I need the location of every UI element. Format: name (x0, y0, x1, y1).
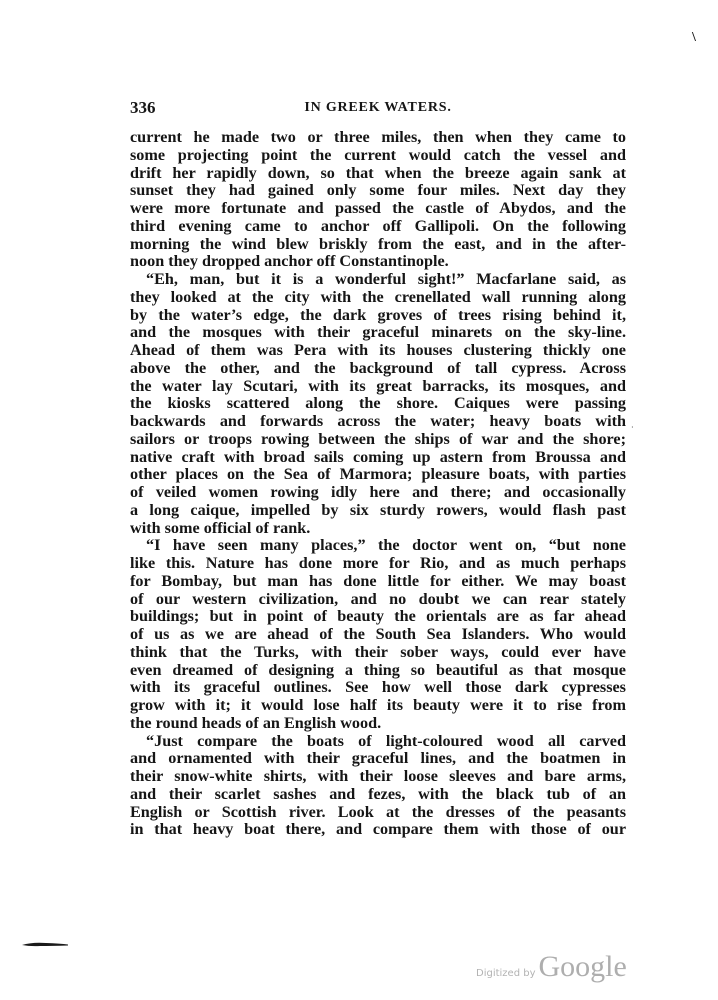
text-line: think that the Turks, with their sober ways, could ever have (130, 642, 626, 661)
text-line: they looked at the city with the crenellated wall running along (130, 287, 626, 306)
text-line: native craft with broad sails coming up astern from Broussa and (130, 447, 626, 466)
text-line: buildings; but in point of beauty the orientals are as far ahead (130, 607, 626, 626)
page-header (130, 98, 626, 122)
text-line: and ornamented with their graceful lines, and the boatmen in (130, 749, 626, 768)
stray-ink-mark: \ (692, 30, 696, 45)
text-line: third evening came to anchor off Gallipoli. On the following (130, 216, 626, 235)
text-line: the round heads of an English wood. (130, 713, 382, 732)
text-line: above the other, and the background of tall cypress. Across (130, 358, 626, 377)
text-line: “Eh, man, but it is a wonderful sight!” Macfarlane said, as (146, 270, 626, 288)
text-line: English or Scottish river. Look at the dresses of the peasants (130, 802, 626, 821)
text-line: grow with it; it would lose half its beauty were it to rise from (130, 696, 626, 714)
text-line: the kiosks scattered along the shore. Caiques were passing (130, 394, 626, 413)
google-logo: Google (538, 950, 627, 983)
text-line: drift her rapidly down, so that when the breeze again sank at (130, 163, 626, 182)
text-line: like this. Nature has done more for Rio, and as much perhaps (130, 554, 626, 572)
text-line: sunset they had gained only some four miles. Next day they (130, 181, 626, 200)
page-number: 336 (130, 98, 156, 117)
text-line: with its graceful outlines. See how well those dark cypresses (130, 678, 626, 697)
text-line: with some official of rank. (130, 518, 311, 537)
text-line: the water lay Scutari, with its great barracks, its mosques, and (130, 376, 626, 395)
text-line: “I have seen many places,” the doctor went on, “but none (146, 536, 626, 555)
text-line: sailors or troops rowing between the ships of war and the shore; (130, 429, 626, 448)
digitized-by-label: Digitized by (476, 968, 536, 979)
text-line: current he made two or three miles, then when they came to (130, 128, 626, 146)
text-line: of our western civilization, and no doubt we can rear stately (130, 589, 626, 608)
body-text (130, 129, 626, 839)
text-line: in that heavy boat there, and compare them with those of our (130, 820, 626, 839)
google-watermark (476, 950, 627, 984)
text-line: even dreamed of designing a thing so beautiful as that mosque (130, 660, 626, 679)
ink-smudge-icon (22, 941, 68, 947)
text-line: and the mosques with their graceful minarets on the sky-line. (130, 323, 626, 342)
text-line: other places on the Sea of Marmora; pleasure boats, with parties (130, 465, 626, 484)
text-line: of veiled women rowing idly here and there; and occasionally (130, 483, 626, 501)
text-line: noon they dropped anchor off Constantinople. (130, 252, 449, 271)
text-line: some projecting point the current would catch the vessel and (130, 145, 626, 164)
text-line: their snow-white shirts, with their loose sleeves and bare arms, (130, 767, 626, 785)
margin-dot: · (631, 423, 634, 432)
text-line: of us as we are ahead of the South Sea Islanders. Who would (130, 625, 626, 643)
text-line: backwards and forwards across the water; heavy boats with (130, 412, 626, 430)
text-line: were more fortunate and passed the castle of Abydos, and the (130, 199, 626, 217)
text-line: and their scarlet sashes and fezes, with the black tub of an (130, 784, 626, 803)
text-line: “Just compare the boats of light-coloured wood all carved (146, 731, 626, 750)
text-line: morning the wind blew briskly from the east, and in the after- (130, 234, 626, 253)
running-head: IN GREEK WATERS. (304, 100, 452, 115)
text-line: by the water’s edge, the dark groves of trees rising behind it, (130, 305, 626, 324)
text-line: Ahead of them was Pera with its houses clustering thickly one (130, 341, 626, 359)
text-line: for Bombay, but man has done little for either. We may boast (130, 571, 626, 590)
text-line: a long caique, impelled by six sturdy rowers, would flash past (130, 500, 626, 519)
